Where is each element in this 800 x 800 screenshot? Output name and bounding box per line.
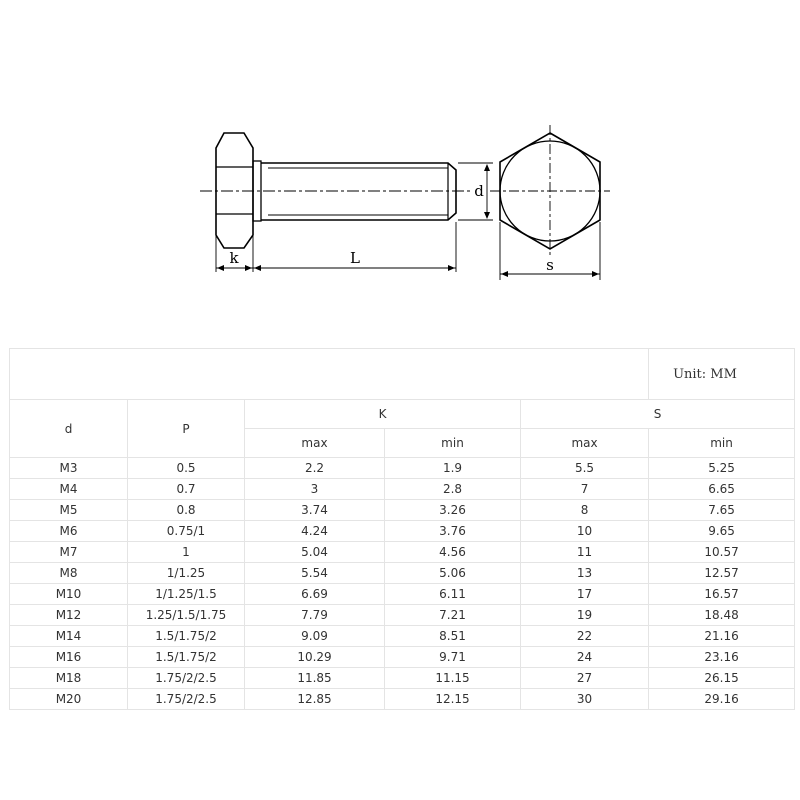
cell-k-min: 12.15 — [385, 689, 521, 710]
table-row — [10, 458, 795, 479]
cell-s-max: 5.5 — [521, 458, 649, 479]
unit-label: Unit: MM — [649, 349, 795, 400]
cell-d: M20 — [10, 689, 128, 710]
cell-k-min: 3.76 — [385, 521, 521, 542]
cell-k-min: 6.11 — [385, 584, 521, 605]
cell-k-min: 4.56 — [385, 542, 521, 563]
table-row — [10, 605, 795, 626]
cell-s-max: 27 — [521, 668, 649, 689]
cell-k-max: 12.85 — [245, 689, 385, 710]
cell-k-max: 11.85 — [245, 668, 385, 689]
header-d: d — [10, 400, 128, 458]
arrow-head — [484, 212, 490, 219]
arrow-head — [245, 265, 252, 271]
cell-k-max: 6.69 — [245, 584, 385, 605]
cell-k-min: 7.21 — [385, 605, 521, 626]
cell-k-max: 5.04 — [245, 542, 385, 563]
cell-k-min: 5.06 — [385, 563, 521, 584]
cell-p: 1/1.25/1.5 — [128, 584, 245, 605]
cell-d: M16 — [10, 647, 128, 668]
bolt-head — [216, 133, 253, 248]
cell-k-min: 9.71 — [385, 647, 521, 668]
cell-s-min: 26.15 — [649, 668, 795, 689]
cell-d: M10 — [10, 584, 128, 605]
cell-s-max: 11 — [521, 542, 649, 563]
cell-d: M6 — [10, 521, 128, 542]
cell-k-max: 7.79 — [245, 605, 385, 626]
cell-k-min: 8.51 — [385, 626, 521, 647]
bolt-shank — [261, 163, 456, 220]
cell-k-min: 2.8 — [385, 479, 521, 500]
cell-k-max: 4.24 — [245, 521, 385, 542]
table-row — [10, 563, 795, 584]
table-row — [10, 500, 795, 521]
table-row — [10, 668, 795, 689]
header-k: K — [245, 400, 521, 429]
cell-k-min: 1.9 — [385, 458, 521, 479]
header-s-max: max — [521, 429, 649, 458]
arrow-head — [217, 265, 224, 271]
cell-p: 1.75/2/2.5 — [128, 668, 245, 689]
table-row — [10, 542, 795, 563]
arrow-head — [254, 265, 261, 271]
arrow-head — [448, 265, 455, 271]
table-row — [10, 689, 795, 710]
cell-p: 1/1.25 — [128, 563, 245, 584]
header-p: P — [128, 400, 245, 458]
dimension-label-L: L — [350, 249, 360, 267]
cell-s-max: 24 — [521, 647, 649, 668]
cell-s-min: 9.65 — [649, 521, 795, 542]
cell-d: M3 — [10, 458, 128, 479]
cell-k-min: 11.15 — [385, 668, 521, 689]
cell-p: 1.5/1.75/2 — [128, 626, 245, 647]
cell-k-max: 2.2 — [245, 458, 385, 479]
cell-k-max: 3 — [245, 479, 385, 500]
bolt-technical-drawing — [0, 0, 800, 300]
cell-s-max: 7 — [521, 479, 649, 500]
cell-s-min: 23.16 — [649, 647, 795, 668]
cell-s-max: 8 — [521, 500, 649, 521]
cell-s-max: 30 — [521, 689, 649, 710]
cell-p: 0.5 — [128, 458, 245, 479]
arrow-head — [592, 271, 599, 277]
cell-d: M12 — [10, 605, 128, 626]
cell-s-min: 7.65 — [649, 500, 795, 521]
cell-d: M7 — [10, 542, 128, 563]
cell-s-min: 5.25 — [649, 458, 795, 479]
cell-s-min: 29.16 — [649, 689, 795, 710]
header-s: S — [521, 400, 795, 429]
spec-table-body — [10, 458, 795, 710]
cell-d: M18 — [10, 668, 128, 689]
header-s-min: min — [649, 429, 795, 458]
cell-p: 1.25/1.5/1.75 — [128, 605, 245, 626]
cell-p: 0.75/1 — [128, 521, 245, 542]
cell-s-min: 16.57 — [649, 584, 795, 605]
table-row — [10, 647, 795, 668]
dimension-label-s: s — [546, 256, 554, 274]
cell-s-min: 10.57 — [649, 542, 795, 563]
cell-k-max: 10.29 — [245, 647, 385, 668]
cell-s-min: 18.48 — [649, 605, 795, 626]
cell-s-min: 21.16 — [649, 626, 795, 647]
blank-header-cell — [10, 349, 649, 400]
header-k-min: min — [385, 429, 521, 458]
cell-s-max: 17 — [521, 584, 649, 605]
cell-s-min: 12.57 — [649, 563, 795, 584]
header-row — [10, 400, 795, 429]
cell-s-max: 22 — [521, 626, 649, 647]
cell-k-min: 3.26 — [385, 500, 521, 521]
cell-p: 1 — [128, 542, 245, 563]
cell-p: 1.5/1.75/2 — [128, 647, 245, 668]
arrow-head — [501, 271, 508, 277]
cell-k-max: 9.09 — [245, 626, 385, 647]
table-row — [10, 626, 795, 647]
cell-d: M14 — [10, 626, 128, 647]
table-row — [10, 584, 795, 605]
dimension-label-d: d — [474, 182, 484, 200]
cell-d: M8 — [10, 563, 128, 584]
cell-k-max: 3.74 — [245, 500, 385, 521]
arrow-head — [484, 164, 490, 171]
cell-s-max: 13 — [521, 563, 649, 584]
table-row — [10, 479, 795, 500]
cell-k-max: 5.54 — [245, 563, 385, 584]
header-k-max: max — [245, 429, 385, 458]
table-row — [10, 521, 795, 542]
cell-p: 0.7 — [128, 479, 245, 500]
cell-p: 0.8 — [128, 500, 245, 521]
unit-row — [10, 349, 795, 400]
cell-d: M5 — [10, 500, 128, 521]
bolt-spec-table — [9, 348, 795, 710]
cell-d: M4 — [10, 479, 128, 500]
dimension-label-k: k — [229, 249, 239, 267]
cell-s-max: 10 — [521, 521, 649, 542]
cell-p: 1.75/2/2.5 — [128, 689, 245, 710]
cell-s-max: 19 — [521, 605, 649, 626]
cell-s-min: 6.65 — [649, 479, 795, 500]
